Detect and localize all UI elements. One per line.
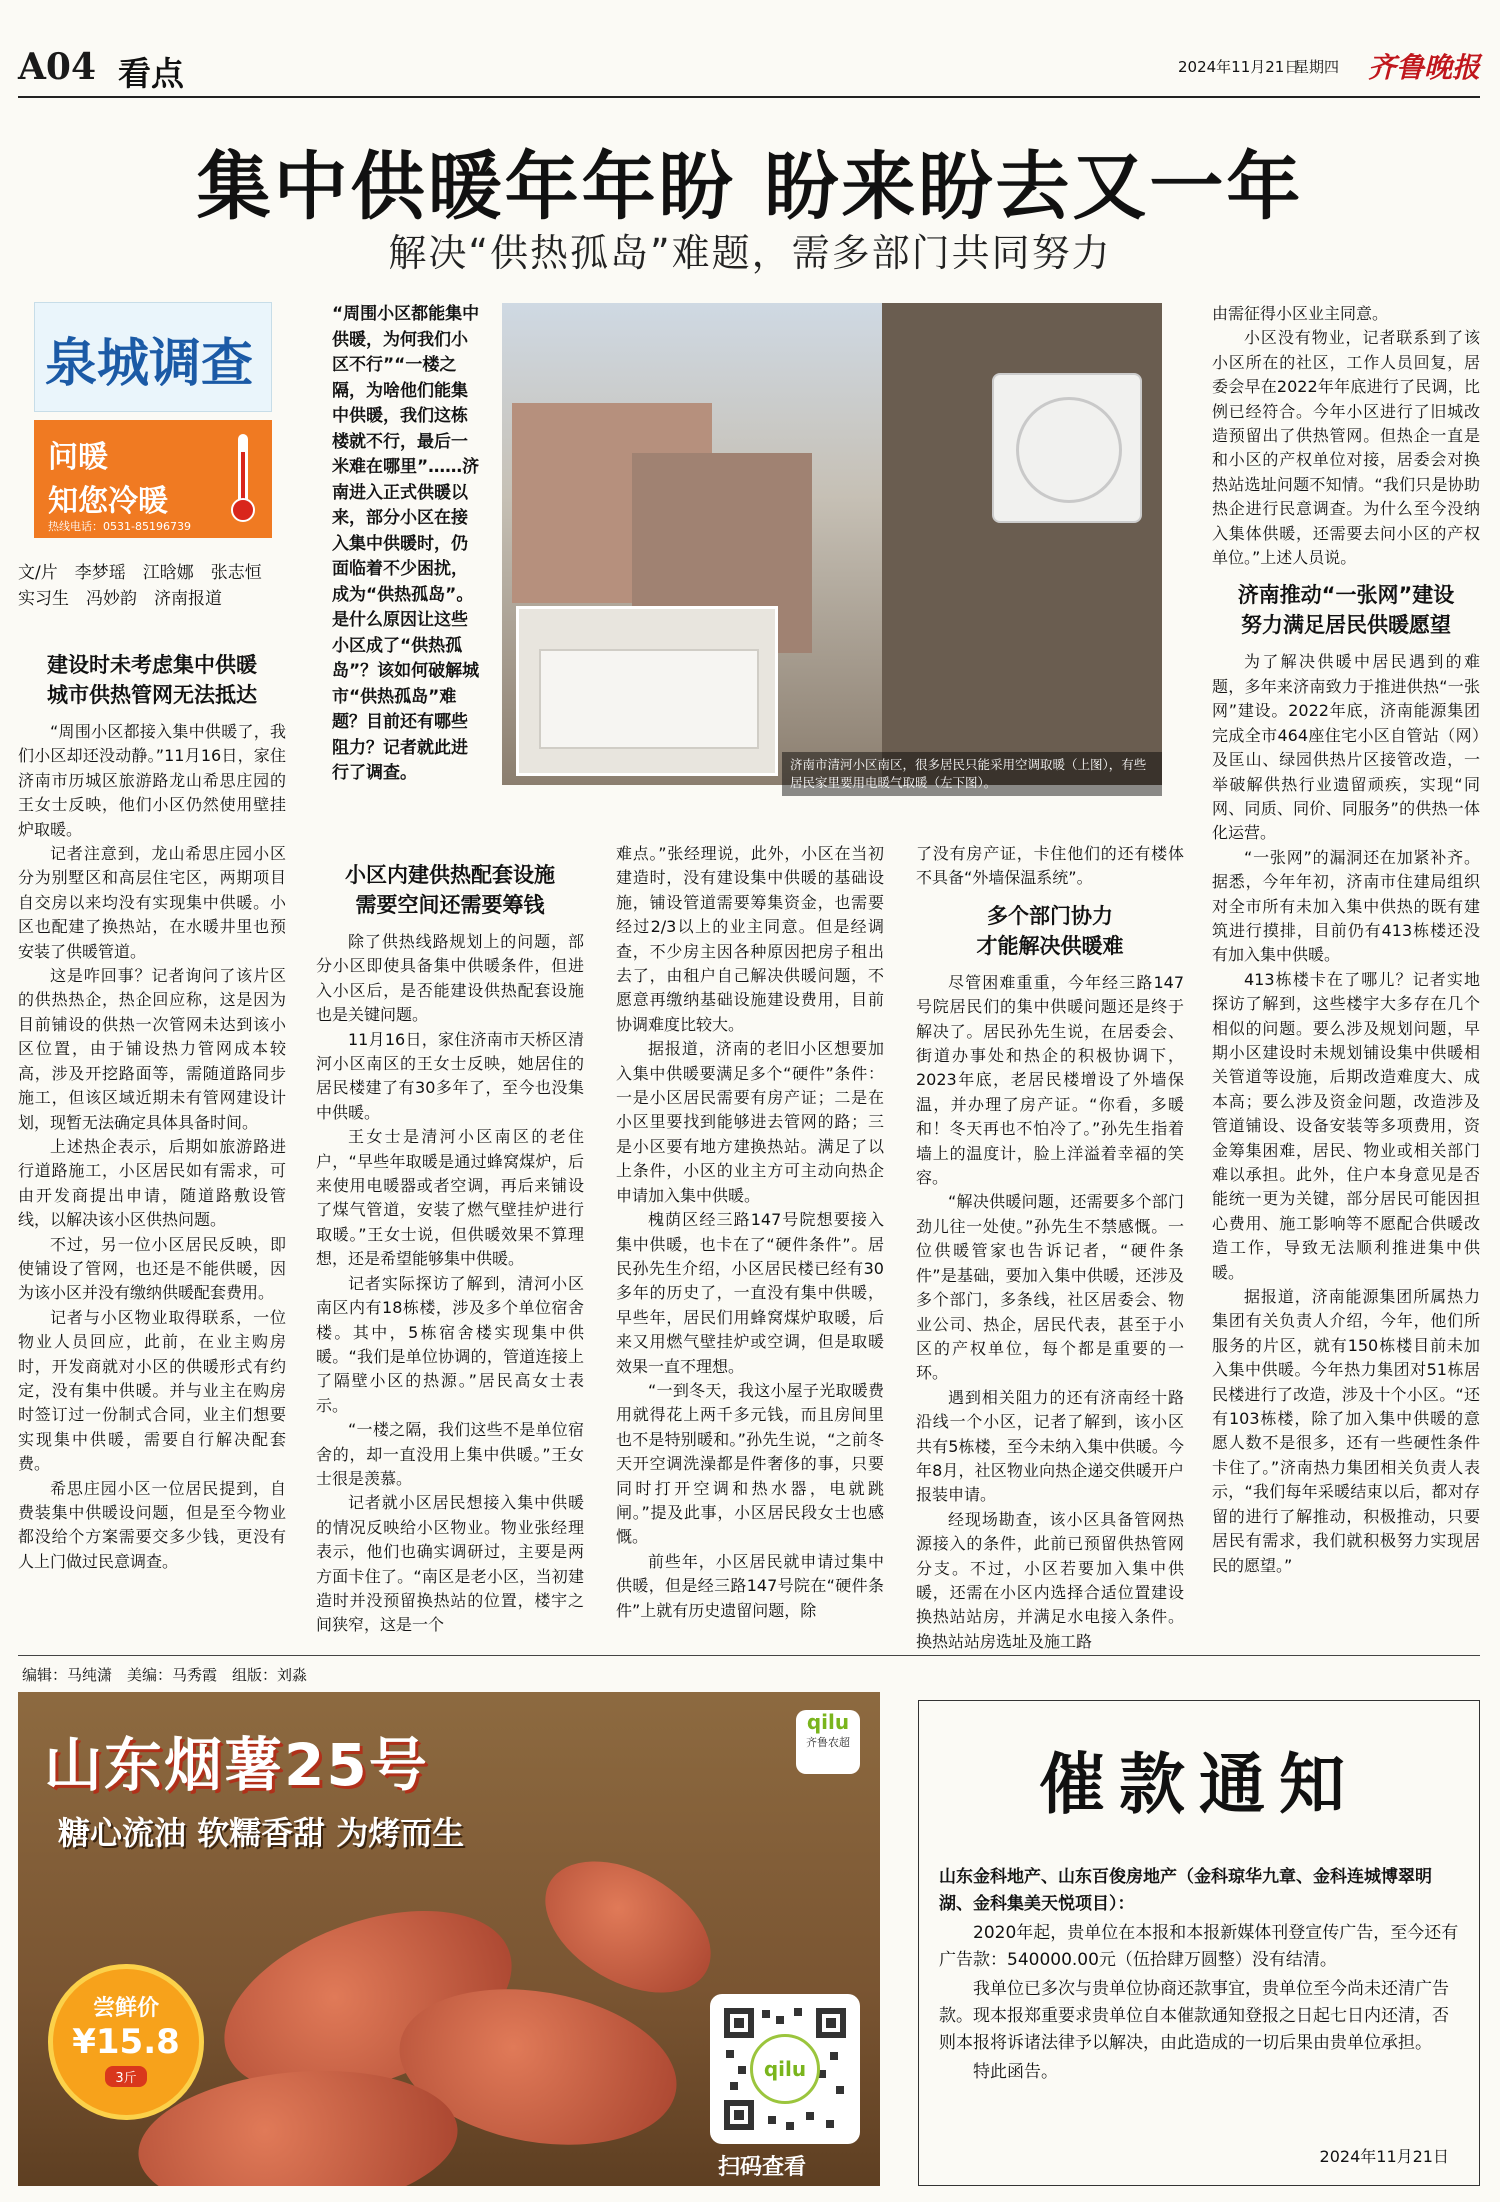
- qilu-logo-sub: 齐鲁农超: [806, 1736, 850, 1749]
- paragraph: 槐荫区经三路147号院想要接入集中供暖，也卡在了“硬件条件”。居民孙先生介绍，小区居民楼已经有30多年的历史了，一直没有集中供暖，早些年，居民们用蜂窝煤炉取暖，后来又用燃气壁挂炉或空调，但是取暖效果一直不理想。: [616, 1210, 884, 1376]
- issue-weekday: 星期四: [1294, 58, 1340, 76]
- price-value: ¥15.8: [72, 2022, 180, 2062]
- paragraph: 413栋楼卡在了哪儿？记者实地探访了解到，这些楼宇大多存在几个相似的问题。要么涉及规划问题，早期小区建设时未规划铺设集中供暖相关管道等设施，后期改造难度大、成本高；要么涉及资金问题，改造涉及管道铺设、设备安装等多项费用，资金筹集困难，居民、物业或相关部门难以承担。此外，住户本身意见是否能统一更为关键，部分居民可能因担心费用、施工影响等不愿配合供暖改造工作，导致无法顺利推进集中供暖。: [1212, 969, 1480, 1282]
- qr-center-logo: qilu: [750, 2034, 820, 2104]
- paragraph: “一张网”的漏洞还在加紧补齐。据悉，今年年初，济南市住建局组织对全市所有未加入集中供热的既有建筑进行摸排，目前仍有413栋楼还没有加入集中供暖。: [1212, 847, 1480, 965]
- editors-credit: 编辑：马纯潇 美编：马秀霞 组版：刘淼: [22, 1666, 308, 1684]
- headline: 集中供暖年年盼 盼来盼去又一年: [196, 144, 1304, 230]
- qilu-logo-text: qilu: [806, 1710, 850, 1734]
- notice-paragraph: 2020年起，贵单位在本报和本报新媒体刊登宣传广告，至今还有广告款：540000.00元（伍拾肆万圆整）没有结清。: [939, 1923, 1459, 1970]
- paragraph: 为了解决供暖中居民遇到的难题，多年来济南致力于推进供热“一张网”建设。2022年底，济南能源集团完成全市464座住宅小区自管站（网）及匡山、绿园供热片区接管改造，一举破解供热行业遗留顽疾，实现“同网、同质、同价、同服务”的供热一体化运营。: [1212, 652, 1480, 843]
- paragraph: 小区没有物业，记者联系到了该小区所在的社区，工作人员回复，居委会早在2022年年底进行了民调，比例已经符合。今年小区进行了旧城改造预留出了供热管网。但热企一直是和小区的产权单位对接，居委会对换热站选址问题不知情。“我们只是协助热企进行民意调查。为什么至今没纳入集体供暖，还需要去问小区的产权单位。”上述人员说。: [1212, 328, 1480, 568]
- price-badge: [48, 1964, 204, 2120]
- notice-addressee: 山东金科地产、山东百俊房地产（金科琼华九章、金科连城博翠明湖、金科集美天悦项目）：: [939, 1867, 1432, 1914]
- paragraph: 据报道，济南能源集团所属热力集团有关负责人介绍，今年，他们所服务的片区，就有150栋楼目前未加入集中供暖。今年热力集团对51栋居民楼进行了改造，涉及十个小区。“还有103栋楼，除了加入集中供暖的意愿人数不是很多，还有一些硬性条件卡住了。”济南热力集团相关负责人表示，“我们每年采暖结束以后，都对存留的进行了解推动，积极推动，只要居民有需求，我们就积极努力实现居民的愿望。”: [1212, 1287, 1480, 1575]
- paragraph: 除了供热线路规划上的问题，部分小区即使具备集中供暖条件，但进入小区后，是否能建设供热配套设施也是关键问题。: [316, 932, 584, 1025]
- paragraph: 记者实际探访了解到，清河小区南区内有18栋楼，涉及多个单位宿舍楼。其中，5栋宿舍楼实现集中供暖。“我们是单位协调的，管道连接上了隔壁小区的热源。”居民高女士表示。: [316, 1273, 584, 1415]
- paragraph: “解决供暖问题，还需要多个部门劲儿往一处使。”孙先生不禁感慨。一位供暖管家也告诉记者，“硬件条件”是基础，要加入集中供暖，还涉及多个部门，多条线，社区居委会、物业公司、热企，居民代表，甚至于小区的产权单位，每个都是重要的一环。: [916, 1192, 1184, 1383]
- price-label: 尝鲜价: [92, 1996, 159, 2021]
- newspaper-brand: 齐鲁晚报: [1368, 51, 1481, 84]
- paragraph: 记者与小区物业取得联系，一位物业人员回应，此前，在业主购房时，开发商就对小区的供暖形式有约定，没有集中供暖。并与业主在购房时签订过一份制式合同，业主们想要实现集中供暖，需要自行解决配套费。: [18, 1307, 286, 1474]
- column-logo-wennuan: [34, 420, 272, 538]
- qr-code[interactable]: [710, 1994, 860, 2144]
- scan-label[interactable]: 扫码查看: [718, 2155, 807, 2180]
- notice-title: 催款通知: [1039, 1745, 1359, 1823]
- subheadline: 解决“供热孤岛”难题，需多部门共同努力: [388, 231, 1112, 275]
- paragraph: 希思庄园小区一位居民提到，自费装集中供暖设问题，但是至今物业都没给个方案需要交多少钱，更没有人上门做过民意调查。: [18, 1478, 286, 1571]
- lead-paragraph: “周围小区都能集中供暖，为何我们小区不行”“一楼之隔，为啥他们能集中供暖，我们这栋楼就不行，最后一米难在哪里”……济南进入正式供暖以来，部分小区在接入集中供暖时，仍面临着不少困扰，成为“供热孤岛”。是什么原因让这些小区成了“供热孤岛”？该如何破解城市“供热孤岛”难题？目前还有哪些阻力？记者就此进行了调查。: [332, 304, 480, 783]
- column-logo-quancheng: [34, 302, 272, 412]
- paragraph: 遇到相关阻力的还有济南经十路沿线一个小区，记者了解到，该小区共有5栋楼，至今未纳入集中供暖。今年8月，社区物业向热企递交供暖开户报装申请。: [916, 1387, 1184, 1505]
- paragraph: 记者就小区居民想接入集中供暖的情况反映给小区物业。物业张经理表示，他们也确实调研过，主要是两方面卡住了。“南区是老小区，当初建造时并没预留换热站的位置，楼宇之间狭窄，这是一个: [316, 1493, 584, 1635]
- ad-title: 山东烟薯25号: [44, 1731, 429, 1799]
- paragraph: 上述热企表示，后期如旅游路进行道路施工，小区居民如有需求，可由开发商提出申请，随道路敷设管线，以解决该小区供热问题。: [18, 1136, 286, 1230]
- paragraph: “周围小区都接入集中供暖了，我们小区却还没动静。”11月16日，家住济南市历城区旅游路龙山希思庄园的王女士反映，他们小区仍然使用壁挂炉取暖。: [18, 722, 286, 839]
- paragraph: 这是咋回事？记者询问了该片区的供热热企，热企回应称，这是因为目前铺设的供热一次管网未达到该小区位置，由于铺设热力管网成本较高，涉及开挖路面等，需随道路同步施工，但该区域近期未有管网建设计划，现暂无法确定具体具备时间。: [18, 966, 286, 1132]
- news-photo: [502, 303, 1162, 785]
- paragraph: 了没有房产证，卡住他们的还有楼体不具备“外墙保温系统”。: [916, 844, 1184, 888]
- notice-date: 2024年11月21日: [1319, 2147, 1449, 2166]
- payment-notice: [918, 1700, 1480, 2186]
- section-divider: [18, 1655, 1480, 1656]
- page-number: A04: [18, 46, 97, 88]
- paragraph: 尽管困难重重，今年经三路147号院居民们的集中供暖问题还是终于解决了。居民孙先生说，在居委会、街道办事处和热企的积极协调下，2023年底，老居民楼增设了外墙保温，并办理了房产证。“你看，多暖和！冬天再也不怕冷了。”孙先生指着墙上的温度计，脸上洋溢着幸福的笑容。: [916, 972, 1184, 1188]
- qilu-logo: [796, 1710, 860, 1774]
- column-1: [18, 640, 286, 1574]
- section-title-2: 小区内建供热配套设施 需要空间还需要筹钱: [345, 863, 555, 917]
- paragraph: “一到冬天，我这小屋子光取暖费用就得花上两千多元钱，而且房间里也不是特别暖和。”孙先生说，“之前冬天开空调洗澡都是件奢侈的事，只要同时打开空调和热水器，电就跳闸。”提及此事，小区居民段女士也感慨。: [616, 1380, 884, 1547]
- column-5: [1212, 302, 1480, 1578]
- column-3: [616, 842, 884, 1623]
- paragraph: 记者注意到，龙山希思庄园小区分为别墅区和高层住宅区，两期项目自交房以来均没有实现集中供暖。小区也配建了换热站，在水暖井里也预安装了供暖管道。: [18, 844, 286, 961]
- column-4: [916, 842, 1184, 1654]
- paragraph: 据报道，济南的老旧小区想要加入集中供暖要满足多个“硬件”条件：一是小区居民需要有房产证；二是在小区里要找到能够进去管网的路；三是小区要有地方建换热站。满足了以上条件，小区的业主方可主动向热企申请加入集中供暖。: [616, 1039, 884, 1205]
- price-unit: 3斤: [105, 2066, 146, 2087]
- inset-photo-electric-heater: [516, 606, 778, 776]
- notice-paragraph: 我单位已多次与贵单位协商还款事宜，贵单位至今尚未还清广告款。现本报郑重要求贵单位自本催款通知登报之日起七日内还清，否则本报将诉诸法律予以解决，由此造成的一切后果由贵单位承担。: [939, 1979, 1449, 2053]
- photo-caption: 济南市清河小区南区，很多居民只能采用空调取暖（上图），有些居民家里要用电暖气取暖（左下图）。: [782, 752, 1162, 796]
- byline-interns: 实习生 冯妙韵 济南报道: [18, 589, 222, 609]
- column-logo-sub1: 问暖: [48, 440, 108, 475]
- paragraph: 不过，另一位小区居民反映，即使铺设了管网，也还是不能供暖，因为该小区并没有缴纳供暖配套费用。: [18, 1234, 286, 1303]
- section-title-6: 济南推动“一张网”建设 努力满足居民供暖愿望: [1237, 583, 1455, 638]
- sweet-potato-ad[interactable]: [18, 1692, 880, 2186]
- thermometer-icon: [230, 432, 256, 524]
- byline-authors: 文/片 李梦瑶 江晗娜 张志恒: [18, 563, 262, 583]
- paragraph: 王女士是清河小区南区的老住户，“早些年取暖是通过蜂窝煤炉，后来使用电暖器或者空调，再后来铺设了煤气管道，安装了燃气壁挂炉进行取暖。”王女士说，但供暖效果不算理想，还是希望能够集中供暖。: [316, 1127, 584, 1269]
- paragraph: 难点。”张经理说，此外，小区在当初建造时，没有建设集中供暖的基础设施，铺设管道需要筹集资金，也需要经过2/3以上的业主同意。但是经调查，不少房主因各种原因把房子租出去了，由租户自己解决供暖问题，不愿意再缴纳基础设施建设费用，目前协调难度比较大。: [616, 844, 884, 1034]
- notice-closing: 特此函告。: [973, 2062, 1058, 2082]
- section-title-1: 建设时未考虑集中供暖 城市供热管网无法抵达: [47, 653, 257, 707]
- air-conditioner: [992, 373, 1142, 523]
- section-title-4: 多个部门协力 才能解决供暖难: [976, 903, 1124, 958]
- paragraph: 11月16日，家住济南市天桥区清河小区南区的王女士反映，她居住的居民楼建了有30多年了，至今也没集中供暖。: [316, 1029, 584, 1122]
- issue-date: 2024年11月21日: [1178, 58, 1300, 76]
- header-rule: [18, 96, 1480, 98]
- section-name: 看点: [118, 54, 184, 93]
- paragraph: 前些年，小区居民就申请过集中供暖，但是经三路147号院在“硬件条件”上就有历史遗留问题，除: [616, 1551, 884, 1620]
- byline: [18, 560, 286, 612]
- paragraph: “一楼之隔，我们这些不是单位宿舍的，却一直没用上集中供暖。”王女士很是羡慕。: [316, 1420, 584, 1488]
- column-2: [316, 850, 584, 1638]
- column-logo-sub2: 知您冷暖: [48, 484, 168, 519]
- column-logo-title: 泉城调查: [45, 334, 254, 394]
- sweet-potato-image: [523, 1834, 734, 2019]
- paragraph: 由需征得小区业主同意。: [1212, 304, 1389, 323]
- hotline: 热线电话：0531-85196739: [48, 520, 191, 533]
- paragraph: 经现场勘查，该小区具备管网热源接入的条件，此前已预留供热管网分支。不过，小区若要加入集中供暖，还需在小区内选择合适位置建设换热站站房，并满足水电接入条件。换热站站房选址及施工路: [916, 1509, 1184, 1651]
- ad-slogan: 糖心流油 软糯香甜 为烤而生: [58, 1814, 465, 1852]
